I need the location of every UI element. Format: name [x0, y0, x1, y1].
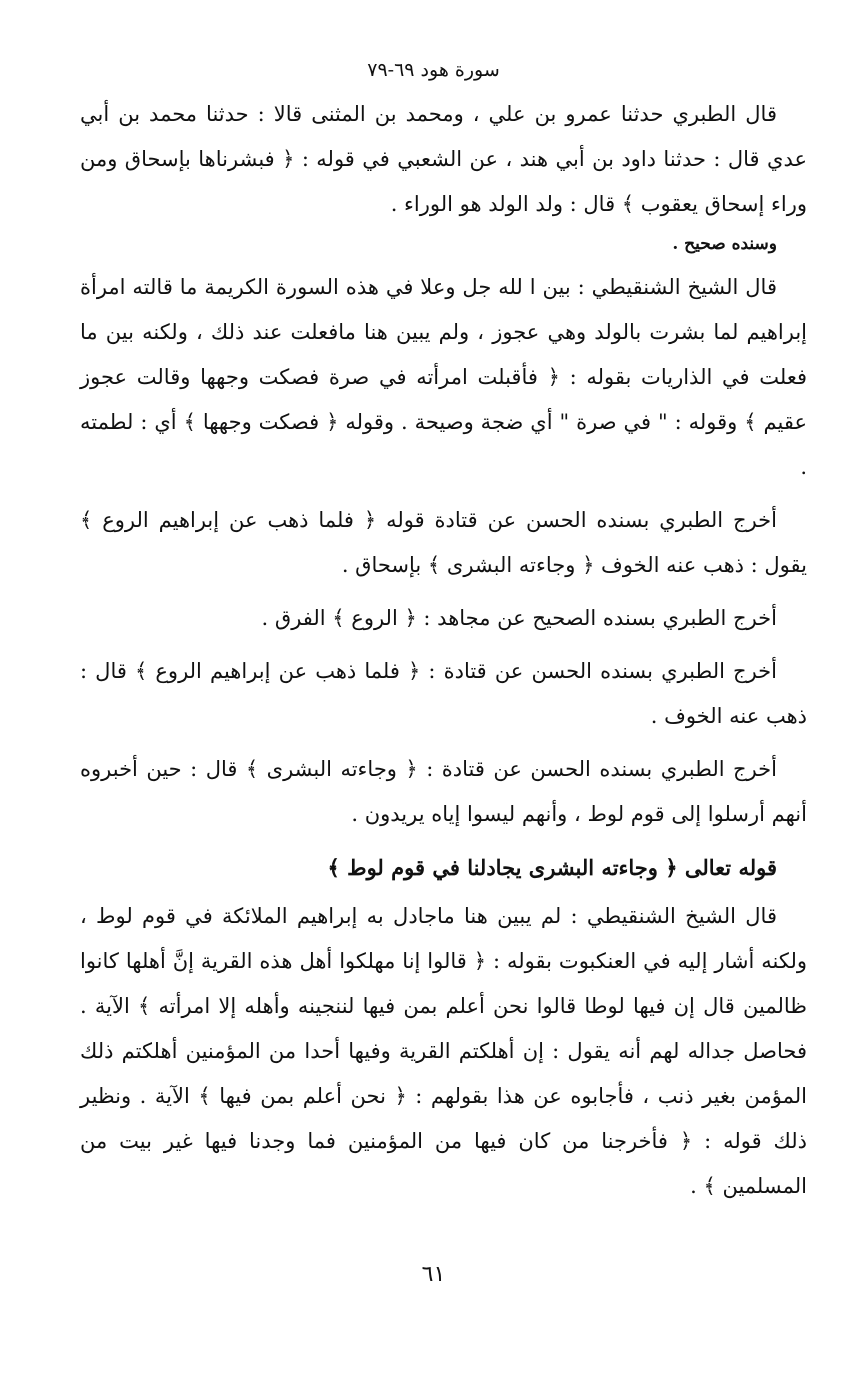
paragraph-tabari-isaac: قال الطبري حدثنا عمرو بن علي ، ومحمد بن المثنى قالا : حدثنا محمد بن أبي عدي قال : حدثنا داود بن أبي هند ، عن الشعبي في قوله : ﴿ فبشرناها بإسحاق ومن وراء إسحاق يعقوب ﴾ قال : ولد الولد هو الوراء .	[80, 102, 807, 216]
paragraph-tabari-qatada-fear: أخرج الطبري بسنده الحسن عن قتادة قوله ﴿ فلما ذهب عن إبراهيم الروع ﴾ يقول : ذهب عنه الخوف ﴿ وجاءته البشرى ﴾ بإسحاق .	[80, 508, 807, 577]
paragraph-shinqiti-dispute: قال الشيخ الشنقيطي : لم يبين هنا ماجادل به إبراهيم الملائكة في قوم لوط ، ولكنه أشار إليه في العنكبوت بقوله : ﴿ قالوا إنا مهلكوا أهل هذه القرية إنَّ أهلها كانوا ظالمين قال إن فيها لوطا قالوا نحن أعلم بمن فيها لننجينه وأهله إلا امرأته ﴾ الآية . فحاصل جداله لهم أنه يقول : إن أهلكتم القرية وفيها أحدا من المؤمنين أهلكتم ذلك المؤمن بغير ذنب ، فأجابوه عن هذا بقولهم : ﴿ نحن أعلم بمن فيها ﴾ الآية . ونظير ذلك قوله : ﴿ فأخرجنا من كان فيها من المؤمنين فما وجدنا فيها غير بيت من المسلمين ﴾ .	[80, 904, 807, 1198]
chain-grading-note: وسنده صحيح .	[672, 234, 777, 254]
page-number: ٦١	[421, 1262, 446, 1287]
paragraph-shinqiti-wife: قال الشيخ الشنقيطي : بين ا لله جل وعلا في هذه السورة الكريمة ما قالته امرأة إبراهيم لما بشرت بالولد وهي عجوز ، ولم يبين هنا مافعلت عند ذلك ، ولكنه بين ما فعلت في الذاريات بقوله : ﴿ فأقبلت امرأته في صرة فصكت وجهها وقالت عجوز عقيم ﴾ وقوله : " في صرة " أي ضجة وصيحة . وقوله ﴿ فصكت وجهها ﴾ أي : لطمته .	[80, 275, 807, 479]
paragraph-tabari-mujahid: أخرج الطبري بسنده الصحيح عن مجاهد : ﴿ الروع ﴾ الفرق .	[261, 606, 777, 630]
verse-heading: قوله تعالى ﴿ وجاءته البشرى يجادلنا في قوم لوط ﴾	[327, 855, 777, 880]
running-header: سورة هود ٦٩-٧٩	[367, 59, 500, 81]
paragraph-tabari-qatada-glad-tidings: أخرج الطبري بسنده الحسن عن قتادة : ﴿ وجاءته البشرى ﴾ قال : حين أخبروه أنهم أرسلوا إلى قوم لوط ، وأنهم ليسوا إياه يريدون .	[80, 757, 807, 826]
paragraph-tabari-qatada-rawa: أخرج الطبري بسنده الحسن عن قتادة : ﴿ فلما ذهب عن إبراهيم الروع ﴾ قال : ذهب عنه الخوف .	[80, 659, 807, 728]
page-body	[80, 92, 807, 1217]
